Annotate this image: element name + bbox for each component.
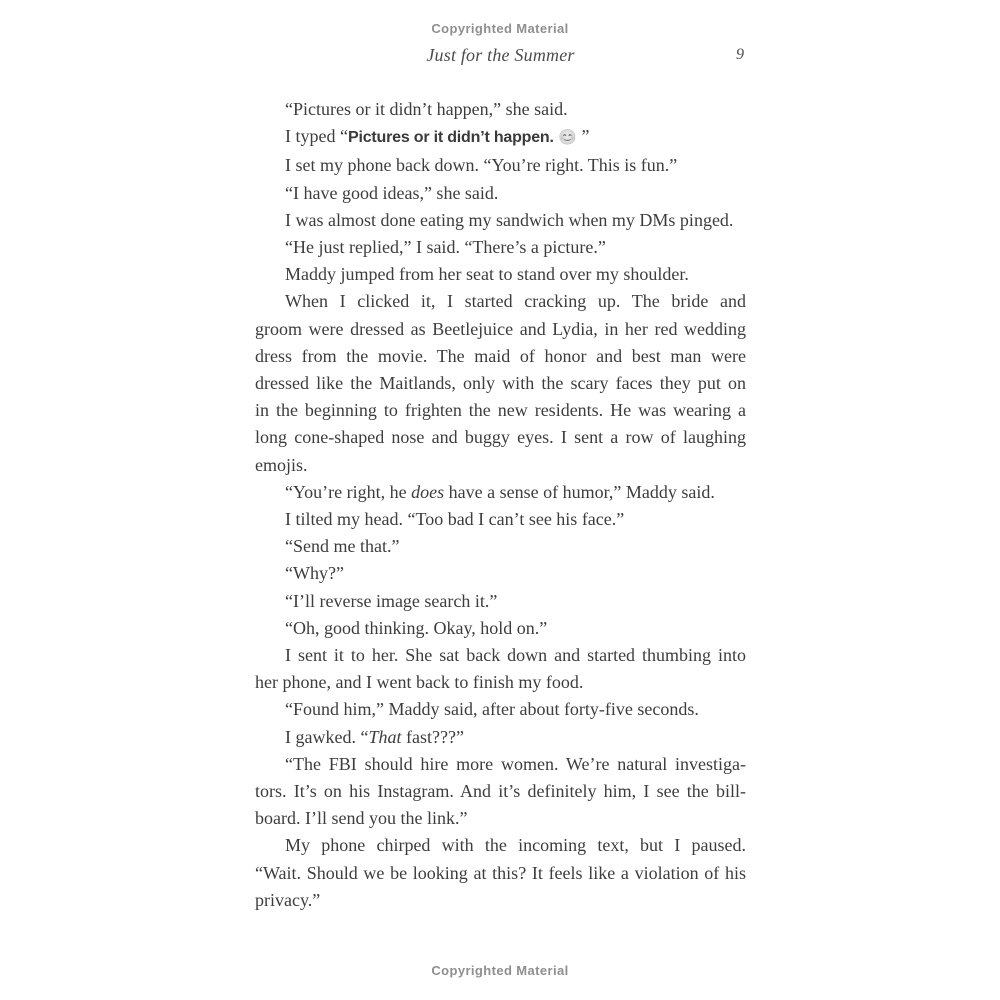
text-line [255, 832, 746, 859]
text-segment: I was almost done eating my sandwich when my DMs pinged. [285, 209, 734, 230]
paragraph [255, 234, 746, 261]
paragraph [255, 724, 746, 751]
text-segment: I tilted my head. “Too bad I can’t see his face.” [285, 509, 625, 530]
text-line [255, 724, 746, 751]
text-line [255, 588, 746, 615]
paragraph [255, 615, 746, 642]
text-segment: “Why?” [285, 563, 344, 584]
text-segment: tors. It’s on his Instagram. And it’s definitely him, I see the bill- [255, 781, 746, 802]
text-segment: dressed like the Maitlands, only with the scary faces they put on [255, 373, 746, 394]
text-line [255, 370, 746, 397]
text-line [255, 696, 746, 723]
text-segment: long cone-shaped nose and buggy eyes. I sent a row of laughing [255, 427, 746, 448]
text-segment: “Wait. Should we be looking at this? It feels like a violation of his [255, 862, 746, 883]
text-segment: My phone chirped with the incoming text, but I paused. [285, 835, 746, 856]
text-line [255, 316, 746, 343]
page-body [255, 96, 746, 914]
copyright-notice-top: Copyrighted Material [431, 21, 569, 36]
text-line [255, 288, 746, 315]
text-segment: board. I’ll send you the link.” [255, 808, 468, 829]
text-segment: I sent it to her. She sat back down and started thumbing into [285, 645, 746, 666]
paragraph [255, 560, 746, 587]
text-line [255, 533, 746, 560]
text-line [255, 642, 746, 669]
text-line [255, 207, 746, 234]
text-segment: “The FBI should hire more women. We’re natural investiga- [285, 753, 746, 774]
text-line [255, 669, 746, 696]
text-line [255, 180, 746, 207]
text-line [255, 261, 746, 288]
paragraph [255, 180, 746, 207]
text-line [255, 778, 746, 805]
text-segment: I gawked. “ [285, 726, 369, 747]
paragraph [255, 642, 746, 696]
text-segment: “Pictures or it didn’t happen,” she said. [285, 99, 568, 119]
text-line [255, 860, 746, 887]
copyright-notice-bottom: Copyrighted Material [431, 963, 569, 978]
text-segment: When I clicked it, I started cracking up. The bride and [285, 291, 746, 312]
text-segment: her phone, and I went back to finish my food. [255, 672, 584, 693]
text-segment: does [411, 481, 445, 502]
book-title: Just for the Summer [426, 45, 575, 65]
text-segment: “Found him,” Maddy said, after about forty-five seconds. [285, 699, 699, 720]
text-line [255, 615, 746, 642]
text-segment: I typed “ [285, 126, 348, 147]
paragraph [255, 696, 746, 723]
text-line [255, 479, 746, 506]
text-line [255, 397, 746, 424]
text-segment: in the beginning to frighten the new residents. He was wearing a [255, 400, 746, 421]
text-segment: “Oh, good thinking. Okay, hold on.” [285, 617, 548, 638]
text-segment: “He just replied,” I said. “There’s a picture.” [285, 237, 606, 258]
text-line [255, 452, 746, 479]
text-line [255, 887, 746, 914]
text-segment: That [368, 726, 402, 747]
paragraph [255, 123, 746, 152]
text-segment: “You’re right, he [285, 481, 412, 502]
text-segment: emojis. [255, 454, 308, 475]
text-segment: ” [576, 126, 590, 147]
text-segment: dress from the movie. The maid of honor and best man were [255, 345, 746, 366]
text-segment: “Send me that.” [285, 536, 400, 557]
text-segment: I set my phone back down. “You’re right. This is fun.” [285, 155, 678, 176]
paragraph [255, 588, 746, 615]
text-segment: Pictures or it didn’t happen. [347, 129, 554, 147]
text-line [255, 96, 746, 123]
text-line [255, 805, 746, 832]
text-segment: Maddy jumped from her seat to stand over my shoulder. [285, 264, 689, 285]
text-line [255, 751, 746, 778]
paragraph [255, 533, 746, 560]
text-line [255, 234, 746, 261]
paragraph [255, 506, 746, 533]
smiley-emoji: 😊 [558, 130, 577, 147]
text-segment: “I’ll reverse image search it.” [285, 590, 498, 611]
text-segment: “I have good ideas,” she said. [285, 182, 499, 203]
text-segment: fast???” [401, 726, 464, 747]
paragraph [255, 751, 746, 833]
running-header [255, 45, 746, 66]
text-line [255, 506, 746, 533]
paragraph [255, 832, 746, 914]
text-segment: privacy.” [255, 889, 321, 910]
text-segment: groom were dressed as Beetlejuice and Lydia, in her red wedding [255, 318, 746, 339]
paragraph [255, 207, 746, 234]
text-line [255, 343, 746, 370]
paragraph [255, 288, 746, 478]
paragraph [255, 479, 746, 506]
text-line [255, 424, 746, 451]
paragraph [255, 261, 746, 288]
text-line [255, 560, 746, 587]
text-line [255, 123, 746, 152]
paragraph [255, 96, 746, 123]
paragraph [255, 152, 746, 179]
text-segment: have a sense of humor,” Maddy said. [444, 481, 715, 502]
text-line [255, 152, 746, 179]
page-number: 9 [736, 46, 744, 63]
